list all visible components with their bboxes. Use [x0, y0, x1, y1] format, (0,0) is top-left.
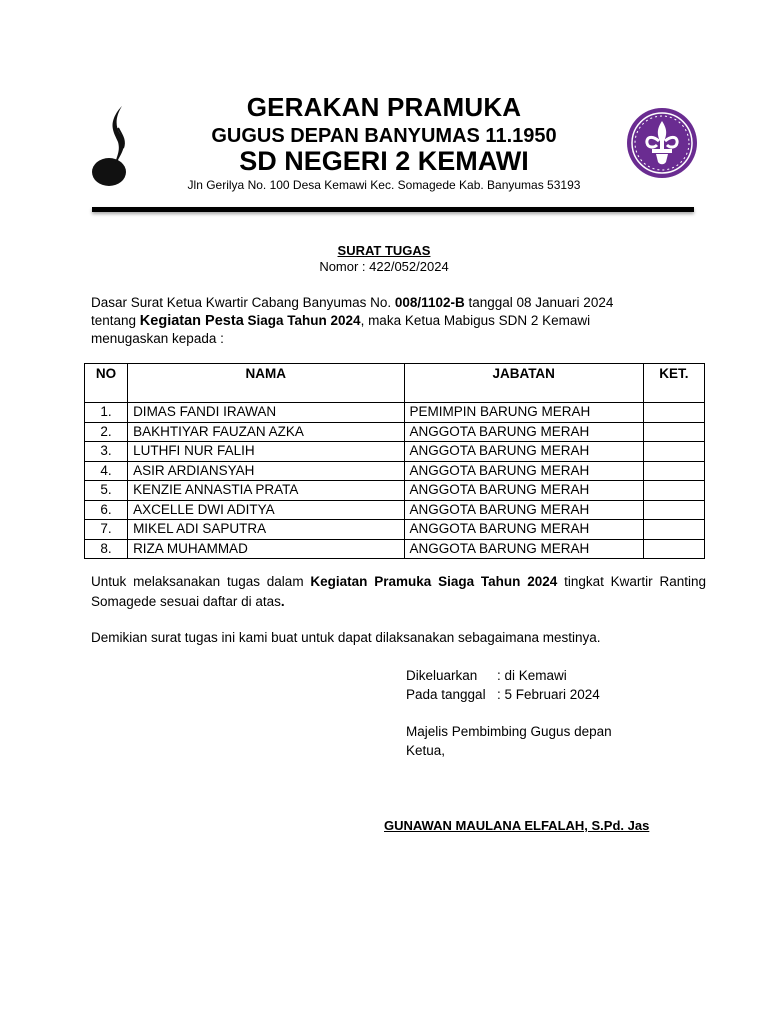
cell-ket [643, 403, 704, 423]
cell-no: 2. [85, 422, 128, 442]
cell-jabatan: PEMIMPIN BARUNG MERAH [404, 403, 643, 423]
cell-jabatan: ANGGOTA BARUNG MERAH [404, 520, 643, 540]
cell-no: 1. [85, 403, 128, 423]
table-row [85, 481, 705, 501]
table-row [85, 422, 705, 442]
purpose-event: Kegiatan Pramuka Siaga Tahun 2024 [310, 574, 558, 589]
cell-jabatan: ANGGOTA BARUNG MERAH [404, 539, 643, 559]
letter-title: SURAT TUGAS [337, 243, 431, 258]
cell-ket [643, 500, 704, 520]
date-label: Pada tanggal [406, 687, 486, 702]
date-row [406, 685, 600, 704]
signer-role: Majelis Pembimbing Gugus depan [406, 724, 612, 739]
cell-nama: RIZA MUHAMMAD [128, 539, 404, 559]
intro-text-2: tanggal 08 Januari 2024 [464, 295, 614, 310]
cell-nama: DIMAS FANDI IRAWAN [128, 403, 404, 423]
cell-jabatan: ANGGOTA BARUNG MERAH [404, 461, 643, 481]
table-row [85, 442, 705, 462]
intro-text-4: , maka Ketua Mabigus SDN 2 Kemawi [360, 313, 591, 328]
cell-ket [643, 442, 704, 462]
cell-ket [643, 520, 704, 540]
intro-text-3: tentang [91, 313, 140, 328]
cell-jabatan: ANGGOTA BARUNG MERAH [404, 422, 643, 442]
cell-nama: LUTHFI NUR FALIH [128, 442, 404, 462]
signer-name: GUNAWAN MAULANA ELFALAH, S.Pd. Jas [384, 818, 650, 833]
event-name: Kegiatan Pesta [139, 313, 244, 329]
cell-ket [643, 481, 704, 501]
unit-name: GUGUS DEPAN BANYUMAS 11.1950 [211, 125, 557, 147]
cell-no: 3. [85, 442, 128, 462]
purpose-end: . [280, 594, 285, 609]
cell-nama: AXCELLE DWI ADITYA [128, 500, 404, 520]
table-row [85, 403, 705, 423]
header-nama: NAMA [128, 364, 404, 403]
cell-no: 4. [85, 461, 128, 481]
cell-no: 6. [85, 500, 128, 520]
cell-no: 8. [85, 539, 128, 559]
date-value: : 5 Februari 2024 [497, 687, 600, 702]
issue-block [406, 666, 600, 704]
event-name-2: Siaga Tahun 2024 [243, 313, 361, 328]
school-name: SD NEGERI 2 KEMAWI [239, 146, 529, 176]
cell-no: 5. [85, 481, 128, 501]
reference-number: 008/1102-B [394, 295, 465, 310]
table-row [85, 461, 705, 481]
header-no: NO [85, 364, 128, 403]
cell-no: 7. [85, 520, 128, 540]
purpose-text-2: tingkat Kwartir Ranting Somagede sesuai daftar di atas [91, 574, 707, 609]
header-ket: KET. [643, 364, 704, 403]
purpose-text-1: Untuk melaksanakan tugas dalam [91, 574, 311, 589]
table-row [85, 500, 705, 520]
header-divider [92, 207, 694, 212]
cell-jabatan: ANGGOTA BARUNG MERAH [404, 442, 643, 462]
table-header-row [85, 364, 705, 403]
intro-text-5: menugaskan kepada : [91, 331, 224, 346]
purpose-paragraph [91, 572, 706, 612]
assignment-table [84, 363, 705, 559]
letter-number: Nomor : 422/052/2024 [319, 259, 449, 274]
signer-role-block [406, 722, 612, 760]
cell-ket [643, 539, 704, 559]
closing-paragraph: Demikian surat tugas ini kami buat untuk dapat dilaksanakan sebagaimana mestinya. [91, 630, 601, 645]
cell-ket [643, 422, 704, 442]
intro-paragraph [91, 294, 706, 348]
signer-position: Ketua, [406, 743, 446, 758]
org-name: GERAKAN PRAMUKA [246, 92, 522, 122]
school-address: Jln Gerilya No. 100 Desa Kemawi Kec. Somagede Kab. Banyumas 53193 [187, 178, 581, 192]
intro-text-1: Dasar Surat Ketua Kwartir Cabang Banyumas No. [91, 295, 395, 310]
cell-nama: BAKHTIYAR FAUZAN AZKA [128, 422, 404, 442]
cell-nama: KENZIE ANNASTIA PRATA [128, 481, 404, 501]
table-row [85, 520, 705, 540]
cell-jabatan: ANGGOTA BARUNG MERAH [404, 500, 643, 520]
issued-value: : di Kemawi [497, 668, 567, 683]
cell-nama: ASIR ARDIANSYAH [128, 461, 404, 481]
issued-row [406, 666, 600, 685]
cell-nama: MIKEL ADI SAPUTRA [128, 520, 404, 540]
cell-jabatan: ANGGOTA BARUNG MERAH [404, 481, 643, 501]
table-row [85, 539, 705, 559]
issued-label: Dikeluarkan [406, 668, 478, 683]
header-jabatan: JABATAN [404, 364, 643, 403]
cell-ket [643, 461, 704, 481]
